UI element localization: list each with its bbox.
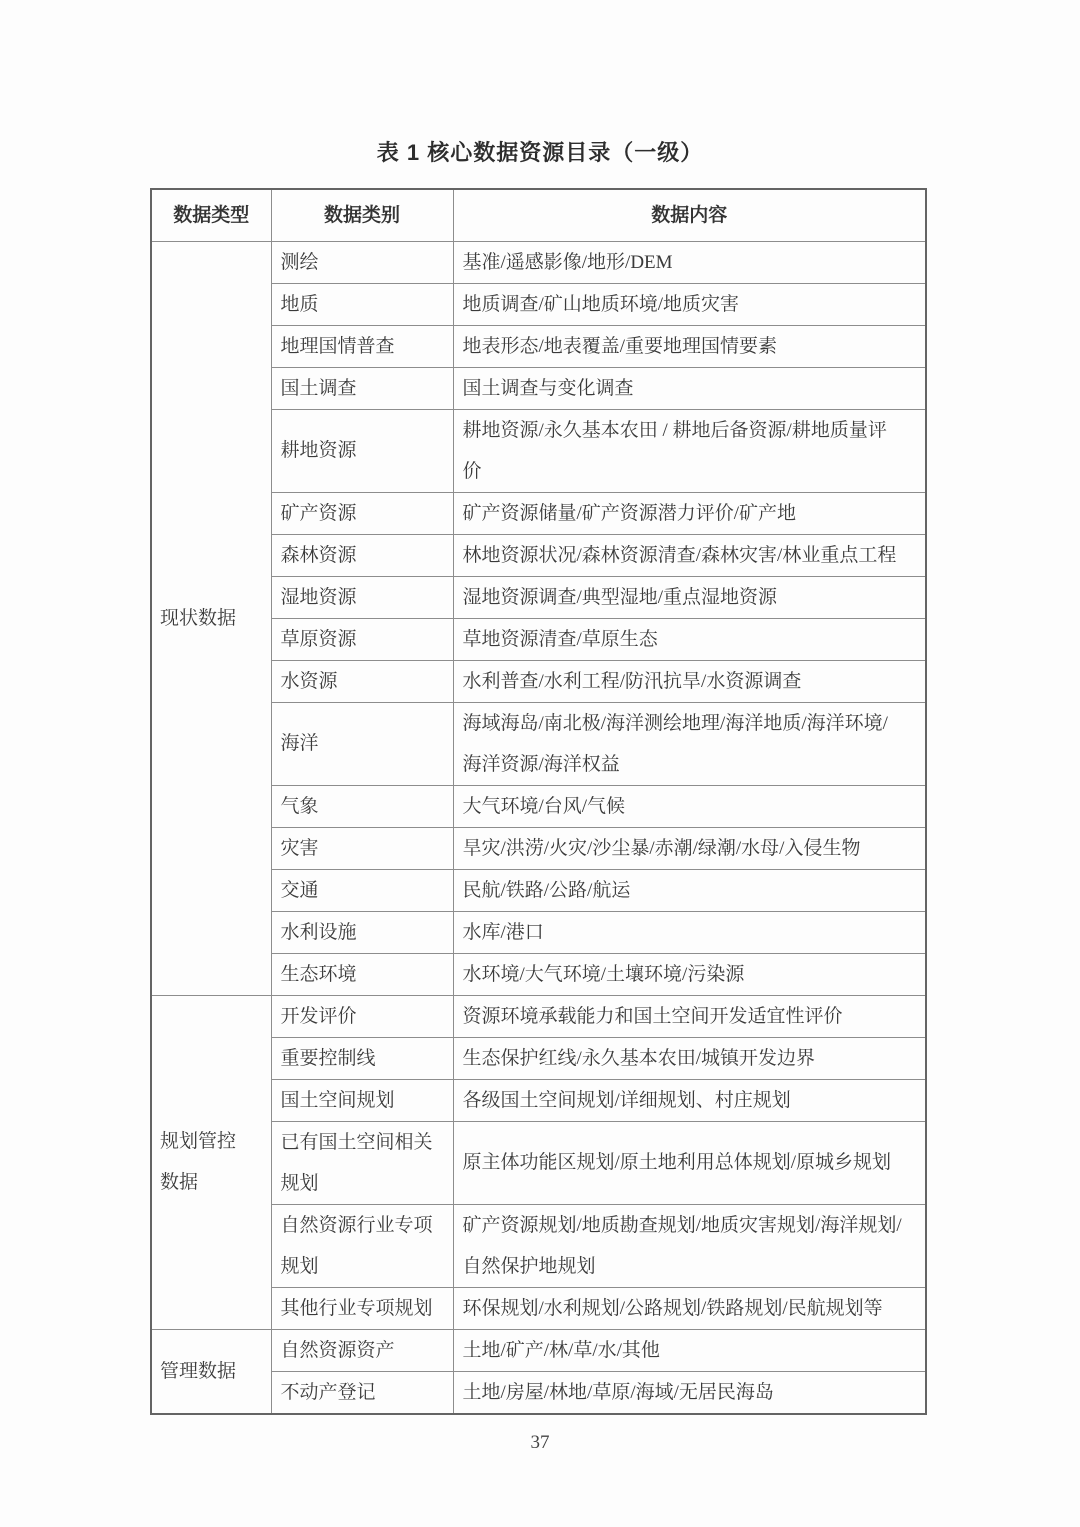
data-category-cell: 灾害 [271, 827, 453, 869]
data-content-cell: 水库/港口 [453, 911, 926, 953]
data-category-cell: 国土空间规划 [271, 1079, 453, 1121]
data-type-cell: 管理数据 [151, 1329, 271, 1414]
data-content-cell: 水利普查/水利工程/防汛抗旱/水资源调查 [453, 660, 926, 702]
data-content-cell: 地表形态/地表覆盖/重要地理国情要素 [453, 325, 926, 367]
data-category-cell: 森林资源 [271, 534, 453, 576]
data-category-cell: 自然资源资产 [271, 1329, 453, 1371]
table-row [151, 241, 926, 283]
data-type-cell: 现状数据 [151, 241, 271, 995]
data-category-cell: 生态环境 [271, 953, 453, 995]
page-number: 37 [530, 1432, 550, 1453]
data-category-cell: 国土调查 [271, 367, 453, 409]
data-content-cell: 矿产资源规划/地质勘查规划/地质灾害规划/海洋规划/自然保护地规划 [453, 1204, 926, 1287]
data-content-cell: 国土调查与变化调查 [453, 367, 926, 409]
data-content-cell: 草地资源清查/草原生态 [453, 618, 926, 660]
data-content-cell: 原主体功能区规划/原土地利用总体规划/原城乡规划 [453, 1121, 926, 1204]
data-content-cell: 湿地资源调查/典型湿地/重点湿地资源 [453, 576, 926, 618]
data-content-cell: 矿产资源储量/矿产资源潜力评价/矿产地 [453, 492, 926, 534]
data-content-cell: 基准/遥感影像/地形/DEM [453, 241, 926, 283]
data-category-cell: 重要控制线 [271, 1037, 453, 1079]
data-category-cell: 海洋 [271, 702, 453, 785]
table-title: 表 1 核心数据资源目录（一级） [376, 140, 704, 165]
data-content-cell: 旱灾/洪涝/火灾/沙尘暴/赤潮/绿潮/水母/入侵生物 [453, 827, 926, 869]
data-content-cell: 各级国土空间规划/详细规划、村庄规划 [453, 1079, 926, 1121]
table-row [151, 1329, 926, 1371]
data-category-cell: 测绘 [271, 241, 453, 283]
data-content-cell: 大气环境/台风/气候 [453, 785, 926, 827]
data-category-cell: 自然资源行业专项规划 [271, 1204, 453, 1287]
data-category-cell: 耕地资源 [271, 409, 453, 492]
data-category-cell: 不动产登记 [271, 1371, 453, 1414]
data-category-cell: 湿地资源 [271, 576, 453, 618]
data-type-cell: 规划管控数据 [151, 995, 271, 1329]
data-category-cell: 地质 [271, 283, 453, 325]
data-content-cell: 环保规划/水利规划/公路规划/铁路规划/民航规划等 [453, 1287, 926, 1329]
column-header-data-content: 数据内容 [453, 189, 926, 241]
header-row [151, 189, 926, 241]
data-category-cell: 交通 [271, 869, 453, 911]
data-content-cell: 水环境/大气环境/土壤环境/污染源 [453, 953, 926, 995]
data-category-cell: 其他行业专项规划 [271, 1287, 453, 1329]
data-category-cell: 气象 [271, 785, 453, 827]
data-category-cell: 已有国土空间相关规划 [271, 1121, 453, 1204]
data-content-cell: 生态保护红线/永久基本农田/城镇开发边界 [453, 1037, 926, 1079]
data-content-cell: 土地/矿产/林/草/水/其他 [453, 1329, 926, 1371]
table-row [151, 995, 926, 1037]
data-category-cell: 地理国情普查 [271, 325, 453, 367]
data-content-cell: 林地资源状况/森林资源清查/森林灾害/林业重点工程 [453, 534, 926, 576]
core-data-catalog-table [150, 188, 927, 1415]
data-category-cell: 水利设施 [271, 911, 453, 953]
data-category-cell: 草原资源 [271, 618, 453, 660]
data-category-cell: 开发评价 [271, 995, 453, 1037]
data-category-cell: 水资源 [271, 660, 453, 702]
data-content-cell: 资源环境承载能力和国土空间开发适宜性评价 [453, 995, 926, 1037]
data-content-cell: 耕地资源/永久基本农田 / 耕地后备资源/耕地质量评价 [453, 409, 926, 492]
data-content-cell: 海域海岛/南北极/海洋测绘地理/海洋地质/海洋环境/海洋资源/海洋权益 [453, 702, 926, 785]
data-content-cell: 土地/房屋/林地/草原/海域/无居民海岛 [453, 1371, 926, 1414]
column-header-data-type: 数据类型 [151, 189, 271, 241]
data-category-cell: 矿产资源 [271, 492, 453, 534]
data-content-cell: 民航/铁路/公路/航运 [453, 869, 926, 911]
column-header-data-category: 数据类别 [271, 189, 453, 241]
data-content-cell: 地质调查/矿山地质环境/地质灾害 [453, 283, 926, 325]
